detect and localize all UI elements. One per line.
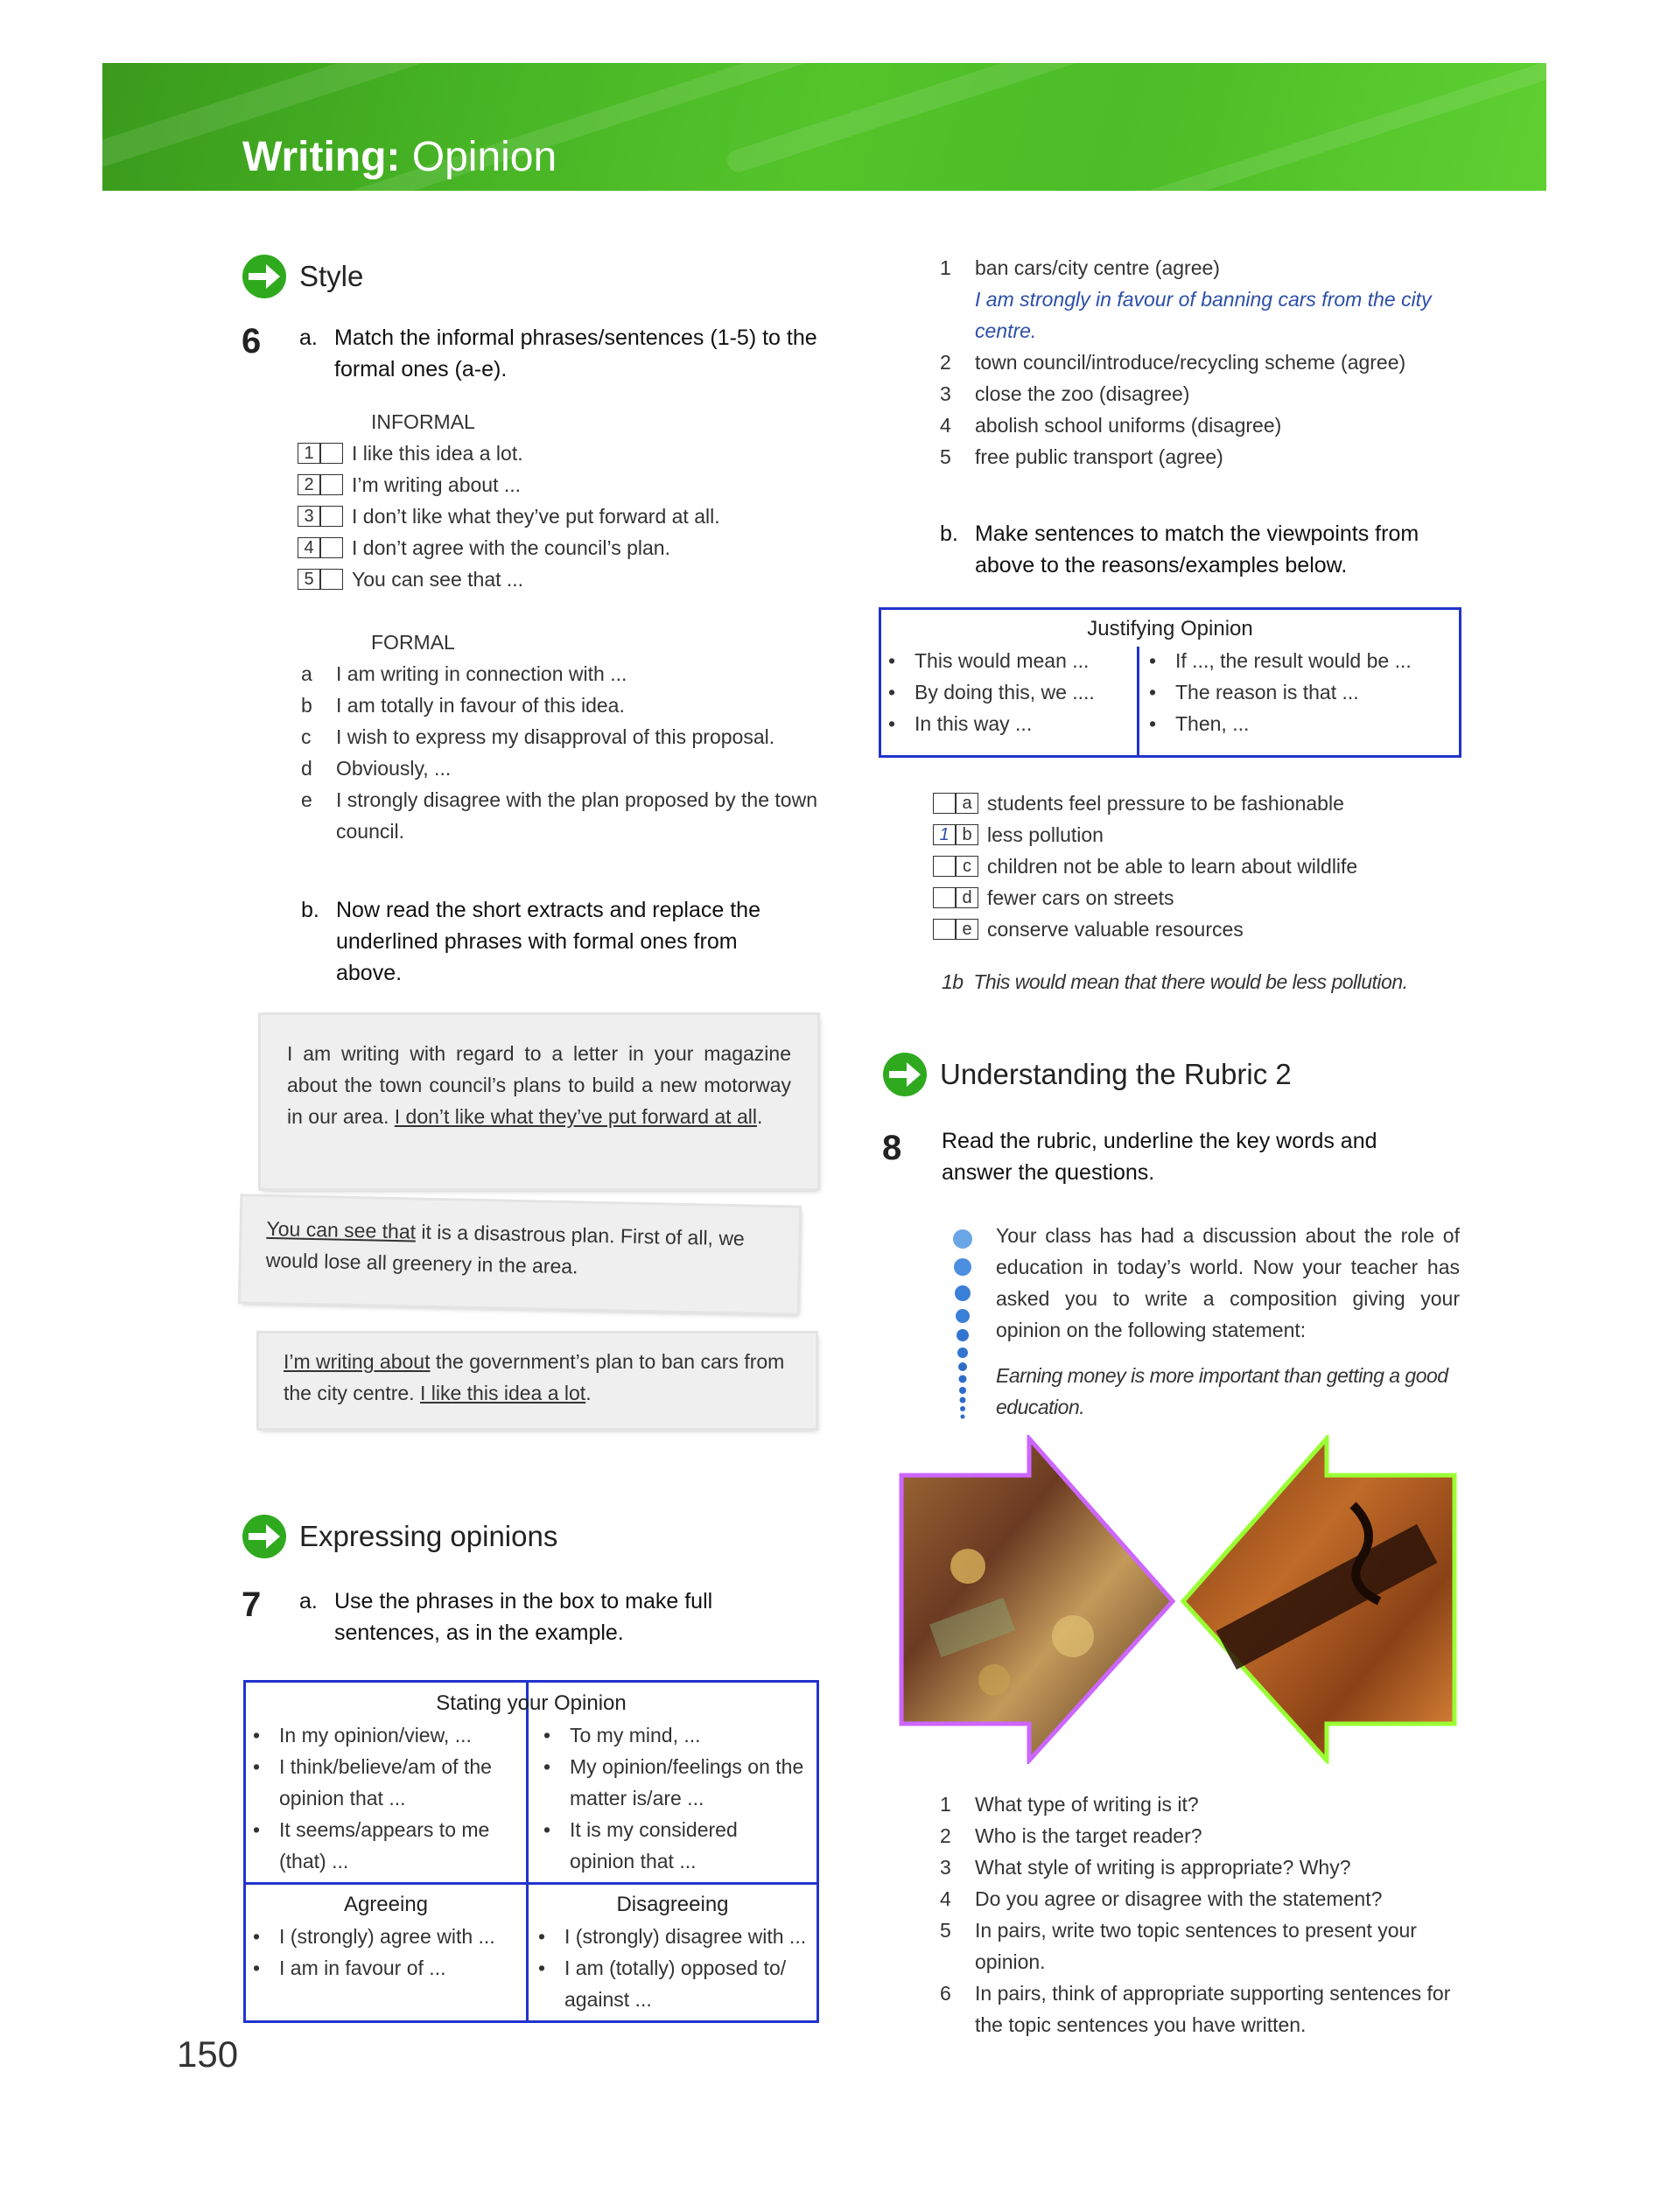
exercise-number: 6 (242, 322, 262, 360)
list-item: • I (strongly) agree with ... (253, 1925, 495, 1948)
answer-box[interactable] (320, 443, 343, 464)
list-item: • It seems/appears to me (that) ... (253, 1818, 490, 1872)
answer-box[interactable] (320, 569, 343, 590)
task-instruction: Match the informal phrases/sentences (1-5) to the formal ones (a-e). (334, 326, 817, 382)
list-item: b I am totally in favour of this idea. (301, 694, 625, 717)
example-answer: I am strongly in favour of banning cars from the city centre. (975, 288, 1432, 342)
list-item: • My opinion/feelings on the matter is/are ... (543, 1755, 804, 1810)
list-item: c children not be able to learn about wildlife (933, 850, 1357, 882)
list-item: 2 town council/introduce/recycling scheme (agree) (940, 351, 1406, 374)
list-item: • It is my considered opinion that ... (543, 1818, 738, 1872)
justifying-phrases-box (879, 607, 1461, 758)
answer-box[interactable] (320, 537, 343, 558)
header-banner (102, 63, 1546, 191)
extract-card: I am writing with regard to a letter in your magazine about the town council’s plans to build a new motorway in our area. I don’t like what they’ve put forward at all. (261, 1015, 817, 1188)
box-header: Agreeing (343, 1893, 429, 1916)
box-header: Justifying Opinion (1087, 617, 1253, 640)
list-item: e conserve valuable resources (933, 914, 1357, 945)
rubric-text: Your class has had a discussion about the role of education in today’s world. Now your teacher has asked you to write a composition giving your opinion on the following statement: (996, 1224, 1460, 1341)
list-item: • I think/believe/am of the opinion that ... (253, 1755, 492, 1810)
list-item: 3 close the zoo (disagree) (940, 382, 1190, 405)
answer-box[interactable] (320, 474, 343, 495)
list-item: • In this way ... (888, 712, 1033, 735)
list-item: a I am writing in connection with ... (301, 662, 627, 685)
answer-box[interactable] (933, 793, 956, 814)
list-item: 1 b less pollution (933, 819, 1357, 850)
list-item: 2 Who is the target reader? (940, 1824, 1202, 1847)
list-item: 5 free public transport (agree) (940, 445, 1223, 468)
underlined-phrase: You can see that (266, 1216, 417, 1243)
arrow-right-icon (242, 1514, 287, 1559)
list-item: 4 I don’t agree with the council’s plan. (298, 532, 720, 564)
exercise-number: 7 (242, 1586, 262, 1624)
list-item: 4 Do you agree or disagree with the statement? (940, 1887, 1383, 1910)
formal-label: FORMAL (371, 631, 455, 654)
list-item: • In my opinion/view, ... (253, 1724, 472, 1746)
box-header: Stating your Opinion (436, 1691, 627, 1715)
list-item: • I am in favour of ... (253, 1956, 446, 1979)
list-item: 3 I don’t like what they’ve put forward at all. (298, 500, 720, 532)
task-instruction: Make sentences to match the viewpoints from above to the reasons/examples below. (975, 522, 1419, 578)
formal-list (301, 658, 817, 847)
answer-box[interactable]: 1 (933, 824, 956, 845)
section-style-heading: Style (242, 254, 363, 299)
arrow-right-icon (882, 1052, 928, 1097)
list-item: c I wish to express my disapproval of this proposal. (301, 725, 775, 748)
list-item: 1 ban cars/city centre (agree) (940, 256, 1220, 279)
extract-card: You can see that it is a disastrous plan. First of all, we would lose all greenery in the area. (241, 1196, 799, 1312)
arrow-right-icon (242, 254, 287, 299)
extract-card: I’m writing about the government’s plan to ban cars from the city centre. I like this idea a lot. (259, 1334, 816, 1428)
opinion-phrases-box (243, 1680, 819, 2023)
underlined-phrase: I’m writing about (284, 1350, 431, 1373)
list-item: d Obviously, ... (301, 757, 452, 780)
list-item: a students feel pressure to be fashionable (933, 788, 1357, 819)
section-rubric-heading: Understanding the Rubric 2 (882, 1052, 1292, 1097)
section-opinions-heading: Expressing opinions (242, 1514, 557, 1559)
task-instruction: Read the rubric, underline the key words and answer the questions. (942, 1129, 1377, 1185)
underlined-phrase: I don’t like what they’ve put forward at all (394, 1105, 757, 1128)
example-sentence: 1b This would mean that there would be less pollution. (942, 970, 1408, 993)
list-item: • I am (totally) opposed to/ against ... (538, 1956, 787, 2011)
page-title: Writing: Opinion (242, 134, 557, 180)
page-number: 150 (177, 2034, 239, 2075)
list-item: • I (strongly) disagree with ... (538, 1925, 807, 1948)
list-item: • This would mean ... (888, 649, 1090, 672)
list-item: • Then, ... (1149, 712, 1250, 735)
list-item: 1 What type of writing is it? (940, 1793, 1199, 1816)
money-vs-education-image (898, 1435, 1458, 1764)
answer-box[interactable] (933, 919, 956, 940)
exercise-number: 8 (882, 1129, 902, 1167)
list-item: 5 You can see that ... (298, 564, 720, 595)
list-item: 5 In pairs, write two topic sentences to present your opinion. (940, 1919, 1417, 1973)
answer-box[interactable] (933, 856, 956, 877)
answer-box[interactable] (933, 887, 956, 908)
informal-label: INFORMAL (371, 410, 475, 433)
list-item: d fewer cars on streets (933, 882, 1357, 914)
viewpoint-list (940, 252, 1465, 472)
rubric-statement: Earning money is more important than getting a good education. (996, 1364, 1448, 1418)
list-item: • If ..., the result would be ... (1149, 649, 1412, 672)
list-item: • The reason is that ... (1149, 681, 1359, 704)
list-item: 2 I’m writing about ... (298, 469, 720, 500)
underlined-phrase: I like this idea a lot (419, 1382, 586, 1404)
box-header: Disagreeing (616, 1893, 729, 1916)
list-item: 1 I like this idea a lot. (298, 438, 720, 469)
answer-box[interactable] (320, 506, 343, 527)
list-item: 4 abolish school uniforms (disagree) (940, 414, 1282, 437)
reasons-list (933, 788, 1357, 945)
list-item: • To my mind, ... (543, 1724, 701, 1746)
list-item: 3 What style of writing is appropriate? Why? (940, 1856, 1351, 1879)
task-instruction: Now read the short extracts and replace the underlined phrases with formal ones from above. (336, 898, 760, 985)
list-item: 6 In pairs, think of appropriate supporting sentences for the topic sentences you have written. (940, 1982, 1451, 2036)
questions-list (940, 1788, 1465, 2040)
informal-list (298, 438, 720, 595)
dots-decoration-icon (945, 1225, 980, 1426)
list-item: e I strongly disagree with the plan proposed by the town council. (301, 788, 817, 843)
task-instruction: Use the phrases in the box to make full sentences, as in the example. (334, 1589, 713, 1645)
list-item: • By doing this, we .... (888, 681, 1095, 704)
